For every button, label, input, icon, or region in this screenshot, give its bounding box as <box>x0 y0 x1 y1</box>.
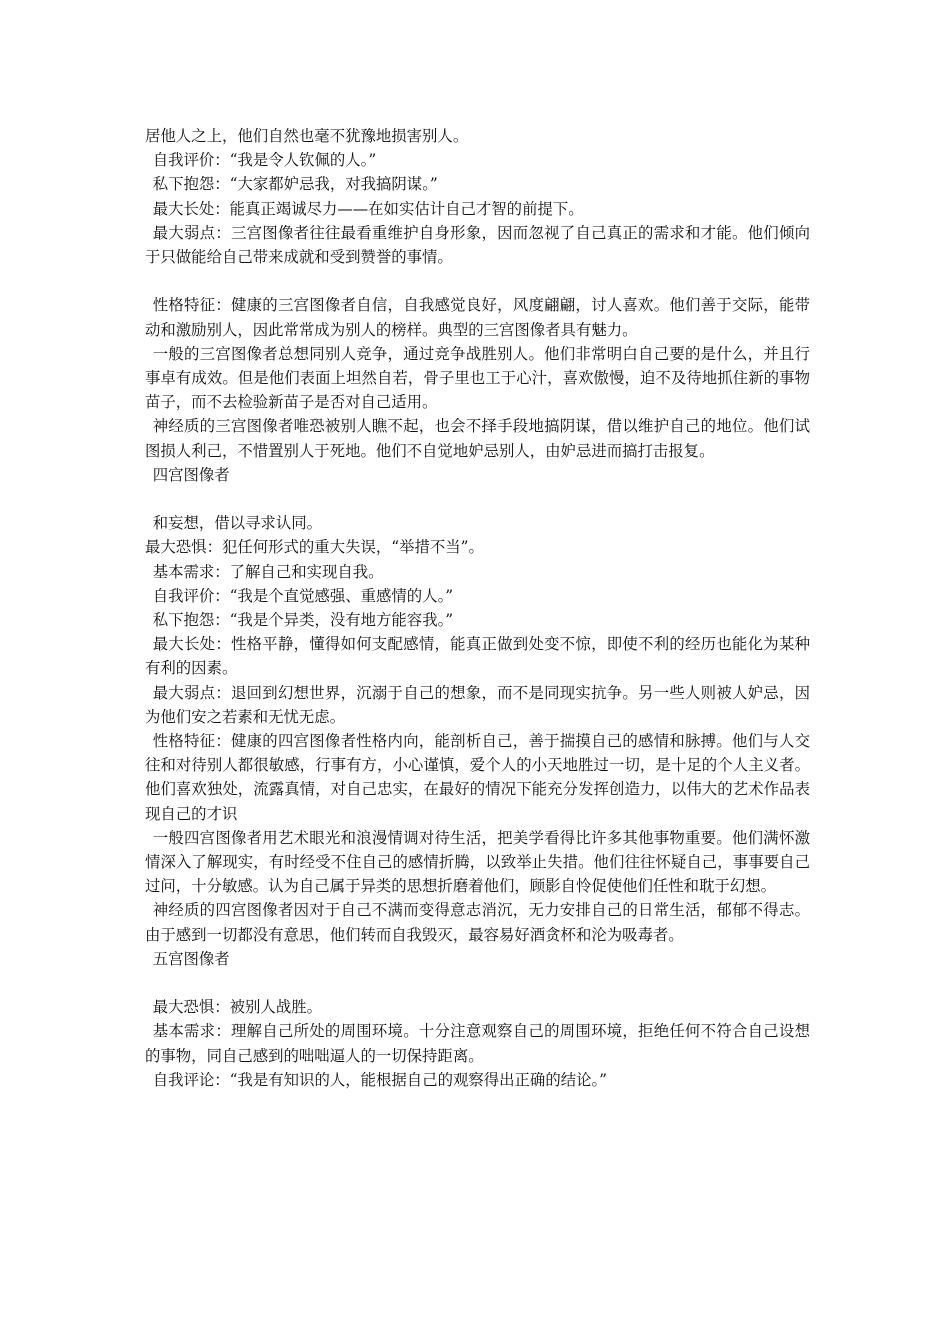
paragraph: 性格特征：健康的三宫图像者自信，自我感觉良好，风度翩翩，讨人喜欢。他们善于交际，能带动和激励别人，因此常常成为别人的榜样。典型的三宫图像者具有魅力。 <box>145 296 810 339</box>
paragraph: 神经质的四宫图像者因对于自己不满而变得意志消沉，无力安排自己的日常生活，郁郁不得志。由于感到一切都没有意思，他们转而自我毁灭，最容易好酒贪杯和沦为吸毒者。 <box>145 901 810 944</box>
paragraph: 最大恐惧：被别人战胜。 <box>152 998 322 1017</box>
paragraph: 私下抱怨：“我是个异类，没有地方能容我。” <box>152 611 454 630</box>
paragraph: 最大恐惧：犯任何形式的重大失误，“举措不当”。 <box>145 538 484 557</box>
paragraph: 最大弱点：三宫图像者往往最看重维护自身形象，因而忽视了自己真正的需求和才能。他们倾向于只做能给自己带来成就和受到赞誉的事情。 <box>145 223 810 267</box>
paragraph: 私下抱怨：“大家都妒忌我，对我搞阴谋。” <box>152 175 438 194</box>
paragraph: 最大弱点：退回到幻想世界，沉溺于自己的想象，而不是同现实抗争。另一些人则被人妒忌，因为他们安之若素和无忧无虑。 <box>145 683 810 726</box>
blank-line <box>145 269 810 293</box>
paragraph: 四宫图像者 <box>152 465 230 484</box>
paragraph: 五宫图像者 <box>152 949 230 968</box>
blank-line <box>145 487 810 511</box>
paragraph: 自我评论：“我是有知识的人，能根据自己的观察得出正确的结论。” <box>152 1070 608 1089</box>
paragraph: 最大长处：性格平静，懂得如何支配感情，能真正做到处变不惊，即使不利的经历也能化为某种有利的因素。 <box>145 635 810 678</box>
paragraph: 性格特征：健康的四宫图像者性格内向，能剖析自己，善于揣摸自己的感情和脉搏。他们与人交往和对待别人都很敏感，行事有方，小心谨慎，爱个人的小天地胜过一切，是十足的个人主义者。他们喜欢独处，流露真情，对自己忠实，在最好的情况下能充分发挥创造力，以伟大的艺术作品表现自己的才识 <box>145 732 810 823</box>
paragraph: 最大长处：能真正竭诚尽力——在如实估计自己才智的前提下。 <box>152 199 584 218</box>
document-page <box>145 124 810 1092</box>
paragraph: 居他人之上，他们自然也毫不犹豫地损害别人。 <box>145 127 469 145</box>
blank-line <box>145 971 810 995</box>
paragraph: 自我评价：“我是令人钦佩的人。” <box>152 151 377 170</box>
paragraph: 自我评价：“我是个直觉感强、重感情的人。” <box>152 586 454 605</box>
paragraph: 和妄想，借以寻求认同。 <box>152 514 322 533</box>
paragraph: 基本需求：了解自己和实现自我。 <box>152 562 384 581</box>
paragraph: 神经质的三宫图像者唯恐被别人瞧不起，也会不择手段地搞阴谋，借以维护自己的地位。他们试图损人利己，不惜置别人于死地。他们不自觉地妒忌别人，由妒忌进而搞打击报复。 <box>145 417 810 460</box>
paragraph: 基本需求：理解自己所处的周围环境。十分注意观察自己的周围环境，拒绝任何不符合自己设想的事物，同自己感到的咄咄逼人的一切保持距离。 <box>145 1022 810 1065</box>
paragraph: 一般的三宫图像者总想同别人竞争，通过竞争战胜别人。他们非常明白自己要的是什么，并且行事卓有成效。但是他们表面上坦然自若，骨子里也工于心汁，喜欢傲慢，迫不及待地抓住新的事物苗子，而不去检验新苗子是否对自己适用。 <box>145 344 810 412</box>
paragraph: 一般四宫图像者用艺术眼光和浪漫情调对待生活，把美学看得比许多其他事物重要。他们满怀激情深入了解现实，有时经受不住自己的感情折腾，以致举止失措。他们往往怀疑自己，事事要自己过问，十分敏感。认为自己属于异类的思想折磨着他们，顾影自怜促使他们任性和耽于幻想。 <box>145 828 810 896</box>
